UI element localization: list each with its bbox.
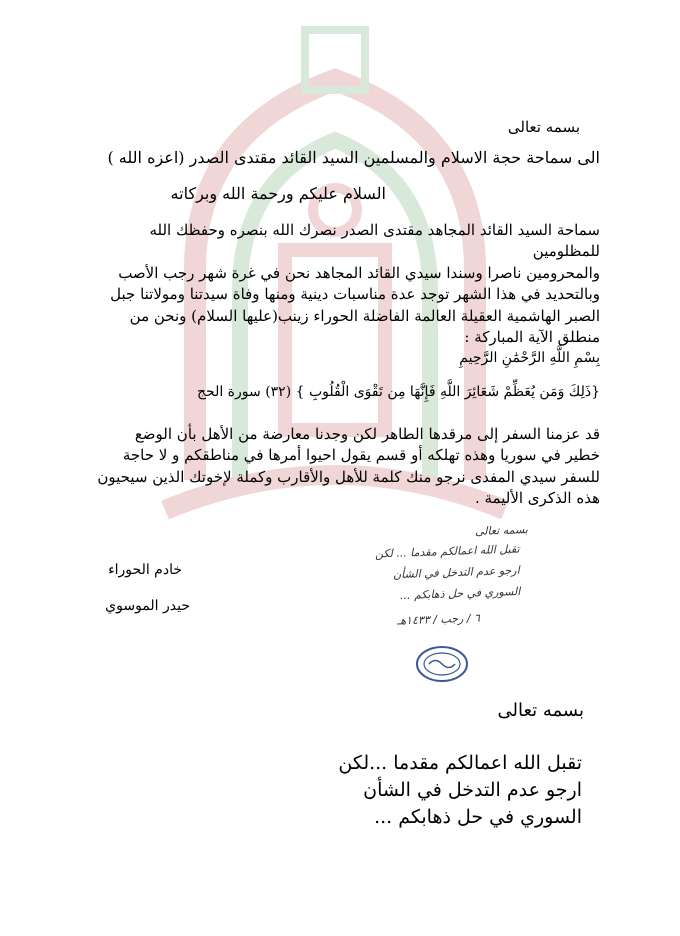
body-line: الصبر الهاشمية العقيلة العالمة الفاضلة الحوراء زينب(عليها السلام) ونحن من (129, 306, 600, 325)
request-line: خطير في سوريا وهذه تهلكه أو قسم يقول احيوا أمرها في مناطقكم و لا حاجة (122, 446, 600, 465)
request-paragraph (90, 424, 600, 510)
recipient-line: الى سماحة حجة الاسلام والمسلمين السيد القائد مقتدى الصدر (اعزه الله ) (107, 148, 600, 167)
body-line: منطلق الآية المباركة : (464, 328, 600, 347)
transcription-line: السوري في حل ذهابكم ... (374, 806, 582, 828)
request-line: للسفر سيدي المفدى نرجو منك كلمة للأهل والأقارب وكملة لإخوتك الذين سيحيون (97, 467, 600, 486)
official-seal (415, 645, 469, 683)
handwritten-line: ارجو عدم التدخل في الشأن (393, 563, 521, 582)
transcription-line: ارجو عدم التدخل في الشأن (363, 779, 582, 801)
transcription-line: تقبل الله اعمالكم مقدما ...لكن (338, 752, 582, 774)
handwritten-line: بسمه تعالى (474, 523, 529, 538)
request-line: قد عزمنا السفر إلى مرقدها الطاهر لكن وجدنا معارضة من الأهل بأن الوضع (134, 425, 600, 443)
transcription-heading: بسمه تعالى (497, 700, 584, 721)
greeting-line: السلام عليكم ورحمة الله وبركاته (170, 184, 386, 203)
signature-title: خادم الحوراء (108, 562, 182, 578)
request-line: هذه الذكرى الأليمة . (474, 489, 600, 508)
opening-line: بسمه تعالى (507, 118, 580, 136)
handwritten-line: السوري في حل ذهابكم ... (399, 584, 521, 603)
body-line: سماحة السيد القائد المجاهد مقتدى الصدر نصرك الله بنصره وحفظك الله للمظلومين (149, 221, 600, 261)
handwritten-date: ٦ / رجب / ١٤٣٣هـ (396, 611, 481, 628)
letter-body (90, 220, 600, 348)
quran-verse: {ذَلِكَ وَمَن يُعَظِّمْ شَعَائِرَ اللَّهِ فَإِنَّهَا مِن تَقْوَى الْقُلُوبِ } (٣٢) سورة الحج (197, 384, 600, 400)
body-line: وبالتحديد في هذا الشهر توجد عدة مناسبات دينية ومنها وفاة سيدتنا ومولاتنا جبل (110, 285, 600, 304)
handwritten-line: تقبل الله اعمالكم مقدما ... لكن (375, 542, 521, 561)
signature-name: حيدر الموسوي (105, 598, 190, 614)
basmala: بِسْمِ اللَّهِ الرَّحْمَٰنِ الرَّحِيمِ (459, 350, 600, 366)
body-line: والمحرومين ناصرا وسندا سيدي القائد المجاهد نحن في غرة شهر رجب الأصب (118, 263, 600, 282)
